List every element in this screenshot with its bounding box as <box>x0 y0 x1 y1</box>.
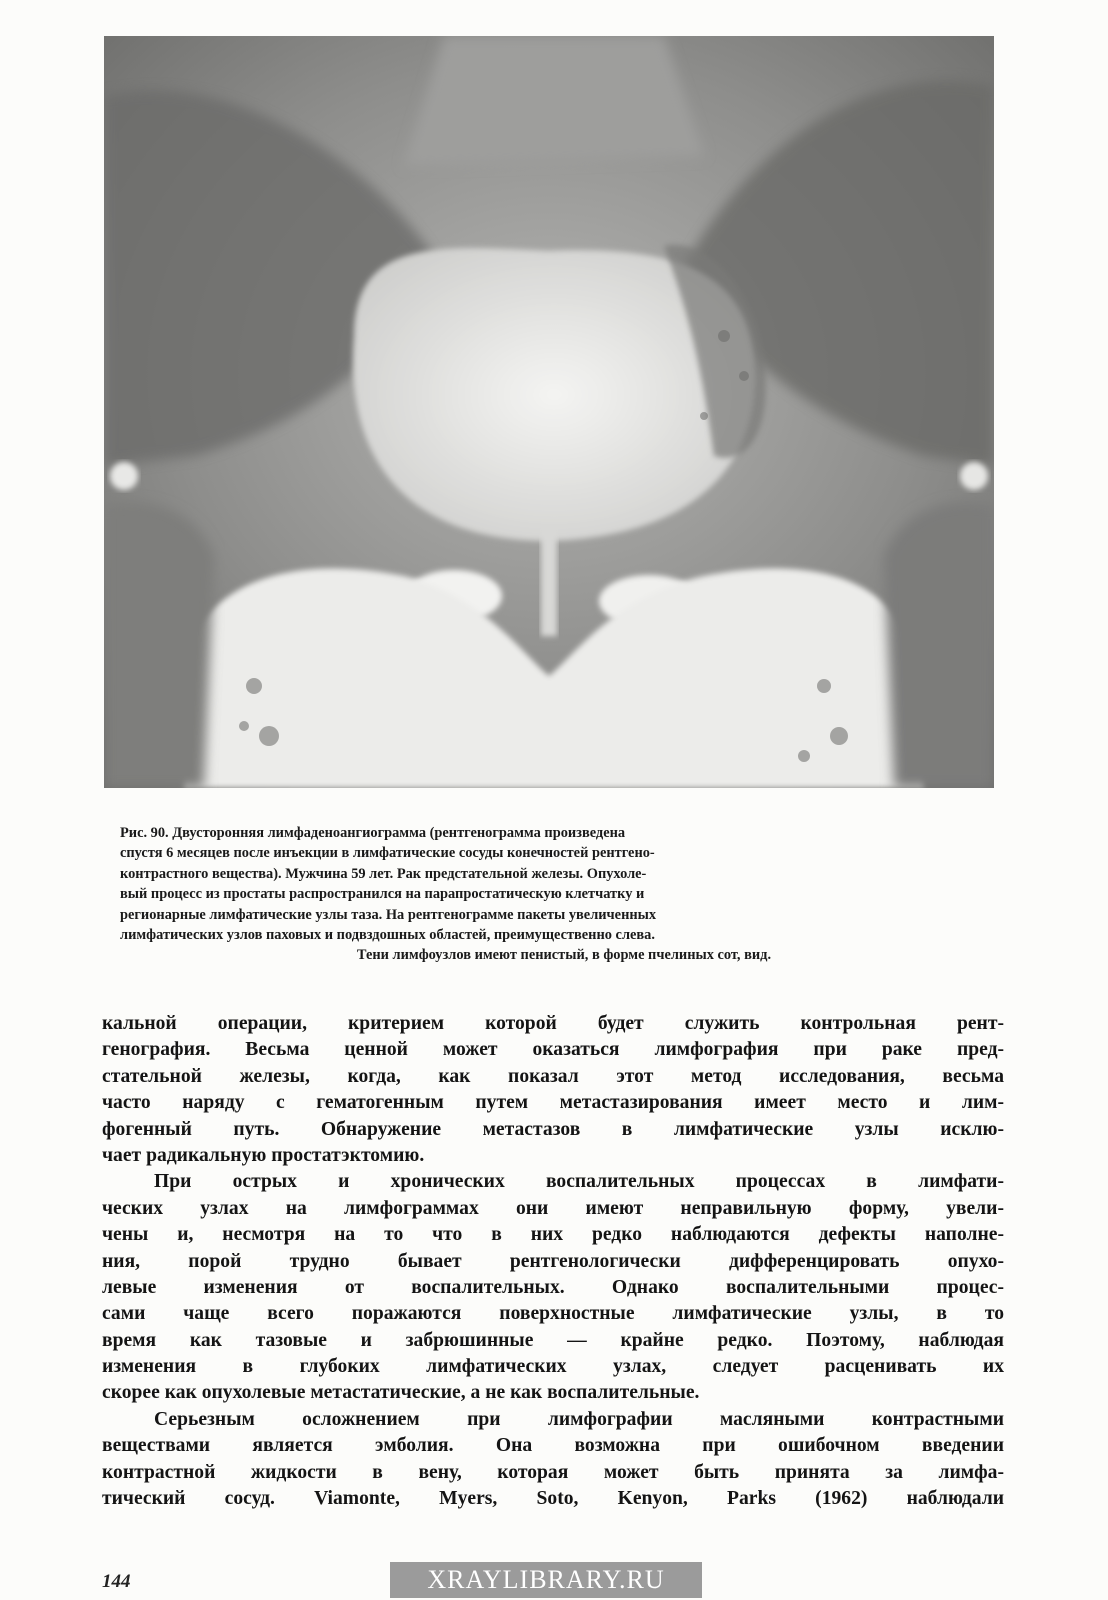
caption-line: вый процесс из простаты распространился на парапростатическую клетчатку и <box>120 886 645 903</box>
body-line: фогенный путь. Обнаружение метастазов в лимфатические узлы исклю- <box>102 1118 1004 1140</box>
body-line: Серьезным осложнением при лимфографии масляными контрастными <box>154 1408 1004 1430</box>
caption-line: контрастного вещества). Мужчина 59 лет. Рак предстательной железы. Опухоле- <box>120 865 647 882</box>
caption-line: Рис. 90. Двусторонняя лимфаденоангиограмма (рентгенограмма произведена <box>120 825 626 841</box>
caption-line: спустя 6 месяцев после инъекции в лимфатические сосуды конечностей рентгено- <box>120 845 655 862</box>
body-line: При острых и хронических воспалительных процессах в лимфати- <box>154 1171 1004 1193</box>
body-line: сами чаще всего поражаются поверхностные лимфатические узлы, в то <box>102 1303 1004 1325</box>
figure-caption <box>120 823 988 966</box>
body-line: чены и, несмотря на то что в них редко наблюдаются дефекты наполне- <box>102 1224 1004 1246</box>
body-line: кальной операции, критерием которой будет служить контрольная рент- <box>102 1013 1004 1034</box>
body-line: часто наряду с гематогенным путем метастазирования имеет место и лим- <box>102 1092 1004 1114</box>
body-line: контрастной жидкости в вену, которая может быть принята за лимфа- <box>102 1461 1004 1483</box>
body-text <box>102 1011 1004 1512</box>
caption-line: регионарные лимфатические узлы таза. На рентгенограмме пакеты увеличенных <box>120 906 657 923</box>
caption-line: Тени лимфоузлов имеют пенистый, в форме пчелиных сот, вид. <box>356 947 772 964</box>
xray-figure <box>104 36 994 788</box>
body-line: тический сосуд. Viamonte, Myers, Soto, Kenyon, Parks (1962) наблюдали <box>102 1488 1004 1510</box>
body-line: ческих узлах на лимфограммах они имеют неправильную форму, увели- <box>102 1197 1004 1219</box>
body-line: изменения в глубоких лимфатических узлах, следует расценивать их <box>102 1356 1004 1378</box>
body-line: стательной железы, когда, как показал этот метод исследования, весьма <box>102 1065 1004 1087</box>
page-number: 144 <box>102 1571 131 1592</box>
body-line: время как тазовые и забрюшинные — крайне редко. Поэтому, наблюдая <box>102 1329 1004 1351</box>
body-line: ния, порой трудно бывает рентгенологически дифференцировать опухо- <box>102 1250 1004 1272</box>
caption-line: лимфатических узлов паховых и подвздошных областей, преимущественно слева. <box>120 927 655 944</box>
body-line: веществами является эмболия. Она возможна при ошибочном введении <box>102 1435 1004 1457</box>
pelvis-lymphangiogram-image <box>104 36 994 788</box>
body-line: левые изменения от воспалительных. Однако воспалительными процес- <box>102 1276 1004 1298</box>
body-line: чает радикальную простатэктомию. <box>102 1144 425 1166</box>
body-line: скорее как опухолевые метастатические, а не как воспалительные. <box>102 1382 700 1404</box>
body-line: генография. Весьма ценной может оказаться лимфография при раке пред- <box>102 1039 1004 1061</box>
watermark-banner: XRAYLIBRARY.RU <box>390 1562 702 1598</box>
